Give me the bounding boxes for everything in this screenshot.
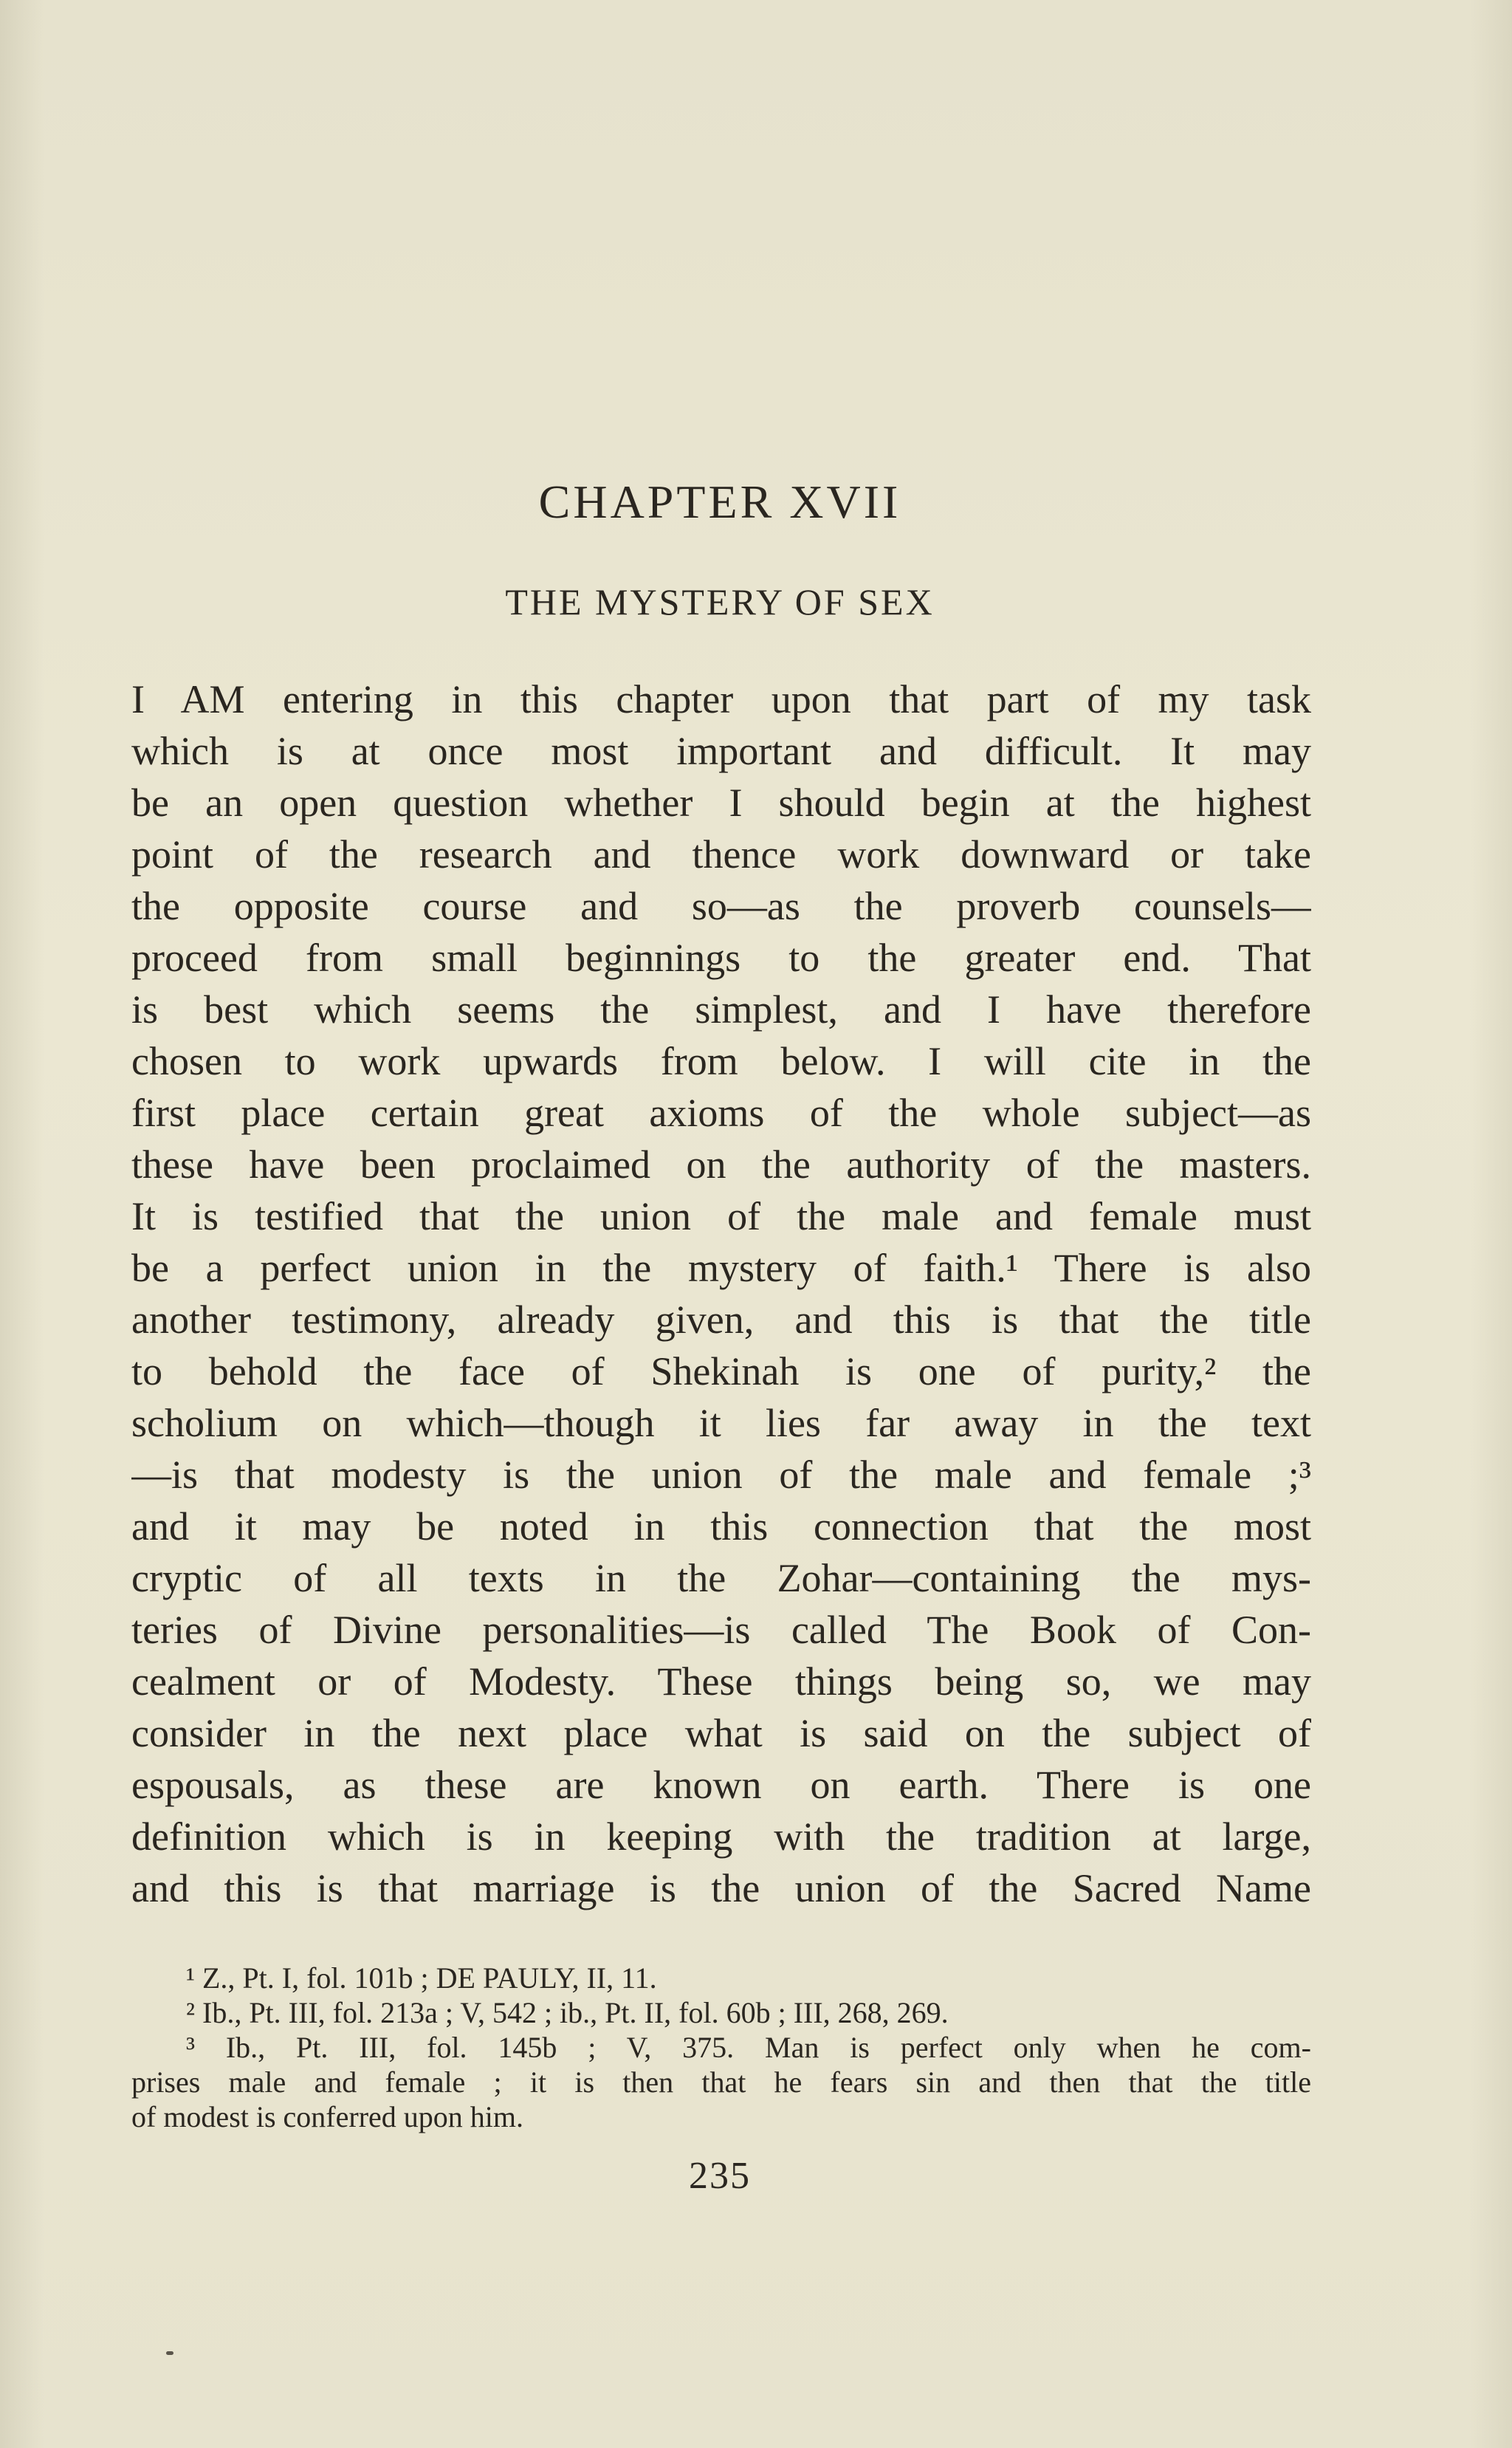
page-number: 235: [689, 2155, 751, 2197]
body-line: cryptic of all texts in the Zohar—containing the mys-: [131, 1556, 1311, 1600]
body-line: definition which is in keeping with the tradition at large,: [131, 1814, 1311, 1859]
body-line: chosen to work upwards from below. I will cite in the: [131, 1039, 1311, 1083]
body-line: point of the research and thence work downward or take: [131, 832, 1311, 877]
footnote-continuation: prises male and female ; it is then that he fears sin and then that the title: [131, 2065, 1311, 2099]
footnote: ² Ib., Pt. III, fol. 213a ; V, 542 ; ib., Pt. II, fol. 60b ; III, 268, 269.: [186, 1996, 949, 2029]
body-line: the opposite course and so—as the proverb counsels—: [131, 884, 1311, 928]
body-line: be a perfect union in the mystery of faith.¹ There is also: [131, 1246, 1311, 1290]
body-line: be an open question whether I should begin at the highest: [131, 781, 1311, 825]
body-line: I AM entering in this chapter upon that part of my task: [131, 677, 1311, 721]
body-line: teries of Divine personalities—is called The Book of Con-: [131, 1608, 1311, 1652]
body-line: —is that modesty is the union of the male and female ;³: [131, 1453, 1311, 1497]
body-line: these have been proclaimed on the authority of the masters.: [131, 1142, 1311, 1187]
body-line: another testimony, already given, and this is that the title: [131, 1297, 1311, 1342]
body-line: cealment or of Modesty. These things being so, we may: [131, 1659, 1311, 1704]
footnote-continuation: of modest is conferred upon him.: [131, 2100, 523, 2133]
body-line: first place certain great axioms of the whole subject—as: [131, 1091, 1311, 1135]
chapter-subtitle: THE MYSTERY OF SEX: [505, 581, 935, 623]
body-line: and it may be noted in this connection that the most: [131, 1504, 1311, 1549]
body-line: to behold the face of Shekinah is one of purity,² the: [131, 1349, 1311, 1393]
body-line: proceed from small beginnings to the greater end. That: [131, 936, 1311, 980]
body-line: scholium on which—though it lies far away in the text: [131, 1401, 1311, 1445]
body-line: and this is that marriage is the union of the Sacred Name: [131, 1866, 1311, 1910]
body-line: consider in the next place what is said on the subject of: [131, 1711, 1311, 1755]
body-line: It is testified that the union of the male and female must: [131, 1194, 1311, 1238]
footnote: ¹ Z., Pt. I, fol. 101b ; DE PAULY, II, 11.: [186, 1961, 657, 1995]
body-line: is best which seems the simplest, and I have therefore: [131, 987, 1311, 1032]
footnote: ³ Ib., Pt. III, fol. 145b ; V, 375. Man is perfect only when he com-: [186, 2031, 1311, 2064]
body-line: espousals, as these are known on earth. There is one: [131, 1763, 1311, 1807]
footnotes: [131, 1961, 1311, 2134]
body-text: [131, 673, 1311, 1914]
chapter-title: CHAPTER XVII: [538, 476, 901, 528]
ink-speck: [166, 2351, 173, 2355]
body-line: which is at once most important and difficult. It may: [131, 729, 1311, 773]
